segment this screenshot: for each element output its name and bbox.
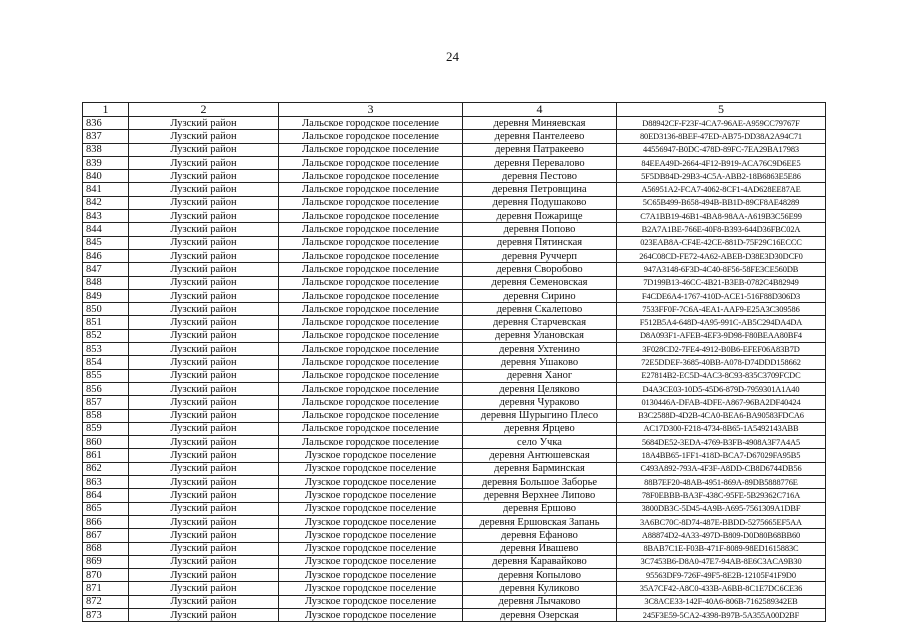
settlement-cell: деревня Антюшевская <box>463 449 617 462</box>
municipality-cell: Лальское городское поселение <box>279 396 463 409</box>
settlement-cell: деревня Петровщина <box>463 183 617 196</box>
municipality-cell: Лузское городское поселение <box>279 489 463 502</box>
guid-cell: AC17D300-F218-4734-8B65-1A5492143ABB <box>617 422 826 435</box>
settlement-cell: деревня Копылово <box>463 569 617 582</box>
settlement-cell: деревня Ершовская Запань <box>463 515 617 528</box>
settlement-cell: деревня Ярцево <box>463 422 617 435</box>
row-number: 855 <box>83 369 129 382</box>
table-row <box>83 210 826 223</box>
row-number: 847 <box>83 263 129 276</box>
row-number: 853 <box>83 343 129 356</box>
municipality-cell: Лальское городское поселение <box>279 143 463 156</box>
row-number: 869 <box>83 555 129 568</box>
guid-cell: 78F0EBBB-BA3F-438C-95FE-5B29362C716A <box>617 489 826 502</box>
district-cell: Лузский район <box>129 489 279 502</box>
settlement-cell: деревня Ефаново <box>463 529 617 542</box>
row-number: 866 <box>83 515 129 528</box>
municipality-cell: Лузское городское поселение <box>279 529 463 542</box>
row-number: 871 <box>83 582 129 595</box>
row-number: 860 <box>83 436 129 449</box>
district-cell: Лузский район <box>129 117 279 130</box>
guid-cell: 8BAB7C1E-F03B-471F-8089-98ED1615883C <box>617 542 826 555</box>
settlement-cell: деревня Перевалово <box>463 156 617 169</box>
settlement-cell: деревня Озерская <box>463 608 617 621</box>
guid-cell: 80ED3136-8BEF-47ED-AB75-DD38A2A94C71 <box>617 130 826 143</box>
guid-cell: E27814B2-EC5D-4AC3-8C93-835C3709FCDC <box>617 369 826 382</box>
municipality-cell: Лальское городское поселение <box>279 170 463 183</box>
municipality-cell: Лальское городское поселение <box>279 422 463 435</box>
guid-cell: D88942CF-F23F-4CA7-96AE-A959CC79767F <box>617 117 826 130</box>
municipality-cell: Лузское городское поселение <box>279 449 463 462</box>
guid-cell: 95563DF9-726F-49F5-8E2B-12105F41F9D0 <box>617 569 826 582</box>
district-cell: Лузский район <box>129 249 279 262</box>
district-cell: Лузский район <box>129 289 279 302</box>
settlement-cell: деревня Барминская <box>463 462 617 475</box>
municipality-cell: Лальское городское поселение <box>279 117 463 130</box>
municipality-cell: Лузское городское поселение <box>279 502 463 515</box>
municipality-cell: Лальское городское поселение <box>279 289 463 302</box>
row-number: 836 <box>83 117 129 130</box>
table-row <box>83 569 826 582</box>
guid-cell: 3A6BC70C-8D74-487E-BBDD-5275665EF5AA <box>617 515 826 528</box>
table-row <box>83 236 826 249</box>
table-row <box>83 515 826 528</box>
table-row <box>83 436 826 449</box>
header-column-4: 4 <box>463 103 617 117</box>
guid-cell: 5684DE52-3EDA-4769-B3FB-4908A3F7A4A5 <box>617 436 826 449</box>
table-row <box>83 130 826 143</box>
page-number: 24 <box>446 49 459 64</box>
guid-cell: 44556947-B0DC-478D-89FC-7EA29BA17983 <box>617 143 826 156</box>
settlement-cell: деревня Улановская <box>463 329 617 342</box>
row-number: 845 <box>83 236 129 249</box>
district-cell: Лузский район <box>129 369 279 382</box>
settlement-cell: деревня Ершово <box>463 502 617 515</box>
settlement-cell: деревня Ушаково <box>463 356 617 369</box>
table-row <box>83 369 826 382</box>
guid-cell: F512B5A4-648D-4A95-991C-AB5C294DA4DA <box>617 316 826 329</box>
row-number: 856 <box>83 382 129 395</box>
district-cell: Лузский район <box>129 529 279 542</box>
guid-cell: 5F5DB84D-29B3-4C5A-ABB2-18B6863E5E86 <box>617 170 826 183</box>
table-row <box>83 449 826 462</box>
table-row <box>83 263 826 276</box>
guid-cell: 947A3148-6F3D-4C40-8F56-58FE3CE560DB <box>617 263 826 276</box>
district-cell: Лузский район <box>129 476 279 489</box>
guid-cell: D8A093F1-AFEB-4EF3-9D98-F80BEAA80BF4 <box>617 329 826 342</box>
district-cell: Лузский район <box>129 542 279 555</box>
guid-cell: 023EAB8A-CF4E-42CE-881D-75F29C16ECCC <box>617 236 826 249</box>
table-row <box>83 489 826 502</box>
settlement-cell: деревня Старчевская <box>463 316 617 329</box>
district-cell: Лузский район <box>129 582 279 595</box>
municipality-cell: Лальское городское поселение <box>279 263 463 276</box>
guid-cell: 7533FF0F-7C6A-4EA1-AAF9-E25A3C309586 <box>617 303 826 316</box>
row-number: 844 <box>83 223 129 236</box>
municipality-cell: Лузское городское поселение <box>279 569 463 582</box>
header-column-5: 5 <box>617 103 826 117</box>
table-row <box>83 476 826 489</box>
table-row <box>83 316 826 329</box>
municipality-cell: Лальское городское поселение <box>279 409 463 422</box>
municipality-cell: Лальское городское поселение <box>279 276 463 289</box>
table-row <box>83 382 826 395</box>
table-row <box>83 249 826 262</box>
table-row <box>83 396 826 409</box>
municipality-cell: Лальское городское поселение <box>279 316 463 329</box>
row-number: 863 <box>83 476 129 489</box>
municipality-cell: Лузское городское поселение <box>279 608 463 621</box>
district-cell: Лузский район <box>129 382 279 395</box>
district-cell: Лузский район <box>129 143 279 156</box>
municipality-cell: Лальское городское поселение <box>279 210 463 223</box>
guid-cell: 18A4BB65-1FF1-418D-BCA7-D67029FA95B5 <box>617 449 826 462</box>
municipality-cell: Лузское городское поселение <box>279 595 463 608</box>
district-cell: Лузский район <box>129 502 279 515</box>
settlement-cell: деревня Пестово <box>463 170 617 183</box>
municipality-cell: Лальское городское поселение <box>279 329 463 342</box>
table-row <box>83 156 826 169</box>
table-row <box>83 170 826 183</box>
row-number: 848 <box>83 276 129 289</box>
district-cell: Лузский район <box>129 422 279 435</box>
municipality-cell: Лальское городское поселение <box>279 236 463 249</box>
guid-cell: 7D199B13-46CC-4B21-B3EB-0782C4B82949 <box>617 276 826 289</box>
municipality-cell: Лузское городское поселение <box>279 582 463 595</box>
row-number: 854 <box>83 356 129 369</box>
municipality-cell: Лальское городское поселение <box>279 356 463 369</box>
municipality-cell: Лузское городское поселение <box>279 542 463 555</box>
table-row <box>83 555 826 568</box>
row-number: 837 <box>83 130 129 143</box>
settlement-cell: деревня Ханог <box>463 369 617 382</box>
row-number: 849 <box>83 289 129 302</box>
municipality-cell: Лузское городское поселение <box>279 515 463 528</box>
header-column-3: 3 <box>279 103 463 117</box>
guid-cell: 3800DB3C-5D45-4A9B-A695-7561309A1DBF <box>617 502 826 515</box>
district-cell: Лузский район <box>129 396 279 409</box>
header-column-1: 1 <box>83 103 129 117</box>
district-cell: Лузский район <box>129 263 279 276</box>
municipality-cell: Лузское городское поселение <box>279 476 463 489</box>
guid-cell: 72E5DDEF-3685-40BB-A078-D74DDD158662 <box>617 356 826 369</box>
row-number: 858 <box>83 409 129 422</box>
row-number: 840 <box>83 170 129 183</box>
table-row <box>83 356 826 369</box>
municipality-cell: Лальское городское поселение <box>279 183 463 196</box>
row-number: 842 <box>83 196 129 209</box>
settlement-cell: деревня Верхнее Липово <box>463 489 617 502</box>
table-row <box>83 276 826 289</box>
guid-cell: F4CDE6A4-1767-410D-ACE1-516F88D306D3 <box>617 289 826 302</box>
table-row <box>83 462 826 475</box>
guid-cell: 5C65B499-B658-494B-BB1D-89CF8AE48289 <box>617 196 826 209</box>
row-number: 841 <box>83 183 129 196</box>
settlement-cell: деревня Ивашево <box>463 542 617 555</box>
municipality-cell: Лальское городское поселение <box>279 343 463 356</box>
guid-cell: 3C7453B6-D8A0-47E7-94AB-8E6C3ACA9B30 <box>617 555 826 568</box>
settlement-cell: деревня Подушаково <box>463 196 617 209</box>
row-number: 872 <box>83 595 129 608</box>
row-number: 861 <box>83 449 129 462</box>
guid-cell: 35A7CF42-A8C0-433B-A6BB-8C1E7DC6CE36 <box>617 582 826 595</box>
table-row <box>83 422 826 435</box>
table-row <box>83 223 826 236</box>
municipality-cell: Лальское городское поселение <box>279 130 463 143</box>
district-cell: Лузский район <box>129 156 279 169</box>
header-column-2: 2 <box>129 103 279 117</box>
header-row <box>83 103 826 117</box>
row-number: 868 <box>83 542 129 555</box>
row-number: 857 <box>83 396 129 409</box>
guid-cell: 0130446A-DFAB-4DFE-A867-96BA2DF40424 <box>617 396 826 409</box>
district-cell: Лузский район <box>129 515 279 528</box>
table-row <box>83 502 826 515</box>
district-cell: Лузский район <box>129 356 279 369</box>
municipality-cell: Лальское городское поселение <box>279 382 463 395</box>
district-cell: Лузский район <box>129 462 279 475</box>
row-number: 870 <box>83 569 129 582</box>
table-row <box>83 529 826 542</box>
settlement-registry-table <box>82 102 826 622</box>
guid-cell: 3C8ACE33-142F-40A6-806B-7162589342EB <box>617 595 826 608</box>
settlement-cell: деревня Пятинская <box>463 236 617 249</box>
row-number: 865 <box>83 502 129 515</box>
table-row <box>83 329 826 342</box>
table-row <box>83 303 826 316</box>
table-row <box>83 183 826 196</box>
settlement-cell: деревня Шурыгино Плесо <box>463 409 617 422</box>
guid-cell: 3F028CD2-7FE4-4912-B0B6-EFEF06A83B7D <box>617 343 826 356</box>
district-cell: Лузский район <box>129 409 279 422</box>
row-number: 862 <box>83 462 129 475</box>
district-cell: Лузский район <box>129 196 279 209</box>
district-cell: Лузский район <box>129 170 279 183</box>
municipality-cell: Лальское городское поселение <box>279 249 463 262</box>
settlement-cell: деревня Семеновская <box>463 276 617 289</box>
settlement-cell: деревня Сирино <box>463 289 617 302</box>
guid-cell: 264C08CD-FE72-4A62-ABEB-D38E3D30DCF0 <box>617 249 826 262</box>
guid-cell: C7A1BB19-46B1-4BA8-98AA-A619B3C56E99 <box>617 210 826 223</box>
district-cell: Лузский район <box>129 343 279 356</box>
settlement-cell: деревня Каравайково <box>463 555 617 568</box>
settlement-cell: деревня Чураково <box>463 396 617 409</box>
table-header <box>83 103 826 117</box>
row-number: 859 <box>83 422 129 435</box>
table-row <box>83 582 826 595</box>
row-number: 846 <box>83 249 129 262</box>
district-cell: Лузский район <box>129 436 279 449</box>
row-number: 850 <box>83 303 129 316</box>
row-number: 864 <box>83 489 129 502</box>
municipality-cell: Лальское городское поселение <box>279 156 463 169</box>
guid-cell: B3C2588D-4D2B-4CA0-BEA6-BA90583FDCA6 <box>617 409 826 422</box>
guid-cell: 84EEA49D-2664-4F12-B919-ACA76C9D6EE5 <box>617 156 826 169</box>
table-row <box>83 595 826 608</box>
row-number: 843 <box>83 210 129 223</box>
district-cell: Лузский район <box>129 130 279 143</box>
district-cell: Лузский район <box>129 329 279 342</box>
row-number: 867 <box>83 529 129 542</box>
district-cell: Лузский район <box>129 303 279 316</box>
table-row <box>83 409 826 422</box>
district-cell: Лузский район <box>129 183 279 196</box>
guid-cell: D4A3CE03-10D5-45D6-879D-7959301A1A40 <box>617 382 826 395</box>
district-cell: Лузский район <box>129 223 279 236</box>
settlement-cell: деревня Целяково <box>463 382 617 395</box>
settlement-cell: деревня Своробово <box>463 263 617 276</box>
table-row <box>83 343 826 356</box>
row-number: 851 <box>83 316 129 329</box>
municipality-cell: Лальское городское поселение <box>279 223 463 236</box>
district-cell: Лузский район <box>129 316 279 329</box>
district-cell: Лузский район <box>129 555 279 568</box>
guid-cell: B2A7A1BE-766E-40F8-B393-644D36FBC02A <box>617 223 826 236</box>
municipality-cell: Лузское городское поселение <box>279 555 463 568</box>
guid-cell: 88B7EF20-48AB-4951-869A-89DB5888776E <box>617 476 826 489</box>
settlement-cell: село Учка <box>463 436 617 449</box>
table-row <box>83 608 826 621</box>
settlement-cell: деревня Патракеево <box>463 143 617 156</box>
table-row <box>83 289 826 302</box>
guid-cell: C493A892-793A-4F3F-A8DD-CB8D6744DB56 <box>617 462 826 475</box>
settlement-cell: деревня Куликово <box>463 582 617 595</box>
municipality-cell: Лальское городское поселение <box>279 436 463 449</box>
municipality-cell: Лальское городское поселение <box>279 369 463 382</box>
settlement-cell: деревня Пожарище <box>463 210 617 223</box>
municipality-cell: Лальское городское поселение <box>279 303 463 316</box>
guid-cell: A56951A2-FCA7-4062-8CF1-4AD628EE87AE <box>617 183 826 196</box>
municipality-cell: Лальское городское поселение <box>279 196 463 209</box>
row-number: 873 <box>83 608 129 621</box>
settlement-cell: деревня Ухтенино <box>463 343 617 356</box>
guid-cell: 245F3E59-5CA2-4398-B97B-5A355A00D2BF <box>617 608 826 621</box>
settlement-cell: деревня Руччерп <box>463 249 617 262</box>
settlement-cell: деревня Попово <box>463 223 617 236</box>
district-cell: Лузский район <box>129 276 279 289</box>
district-cell: Лузский район <box>129 608 279 621</box>
table-row <box>83 143 826 156</box>
table-row <box>83 196 826 209</box>
table-row <box>83 542 826 555</box>
guid-cell: A88874D2-4A33-497D-B809-D0D80B68BB60 <box>617 529 826 542</box>
table-body <box>83 117 826 622</box>
district-cell: Лузский район <box>129 210 279 223</box>
settlement-cell: деревня Большое Заборье <box>463 476 617 489</box>
settlement-cell: деревня Пантелеево <box>463 130 617 143</box>
settlement-cell: деревня Лычаково <box>463 595 617 608</box>
district-cell: Лузский район <box>129 449 279 462</box>
row-number: 852 <box>83 329 129 342</box>
settlement-cell: деревня Миняевская <box>463 117 617 130</box>
row-number: 839 <box>83 156 129 169</box>
district-cell: Лузский район <box>129 595 279 608</box>
municipality-cell: Лузское городское поселение <box>279 462 463 475</box>
district-cell: Лузский район <box>129 569 279 582</box>
table-row <box>83 117 826 130</box>
row-number: 838 <box>83 143 129 156</box>
district-cell: Лузский район <box>129 236 279 249</box>
settlement-cell: деревня Скалепово <box>463 303 617 316</box>
